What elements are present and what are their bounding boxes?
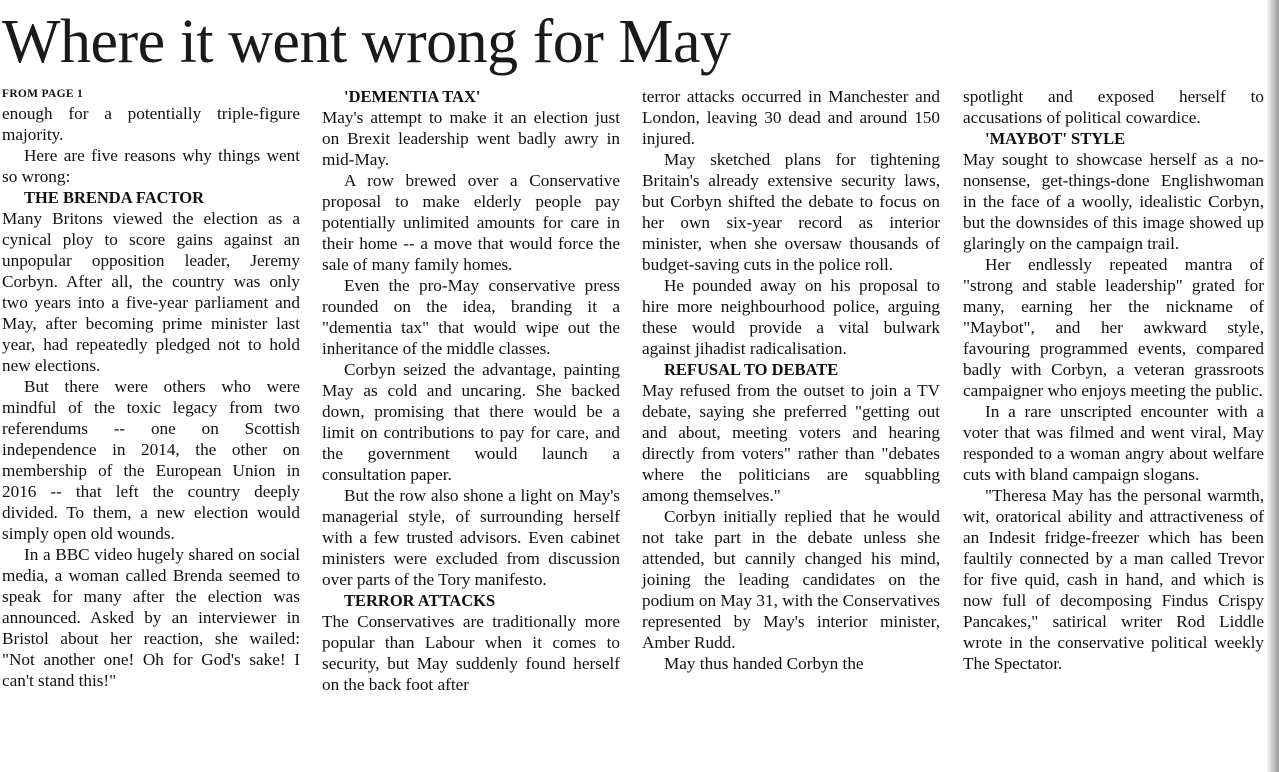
article-column-2 <box>322 86 620 695</box>
paragraph-continued: enough for a potentially triple-figure majority. <box>2 104 300 144</box>
paragraph: Even the pro-May conservative press rounded on the idea, branding it a "dementia tax" that would wipe out the inheritance of the middle classes. <box>322 276 620 358</box>
paragraph: He pounded away on his proposal to hire more neighbourhood police, arguing these would provide a vital bulwark against jihadist radicalisation. <box>642 276 940 358</box>
paragraph: May sketched plans for tightening Britain's already extensive security laws, but Corbyn shifted the debate to focus on her own six-year record as interior minister, when she oversaw thousands of budget-saving cuts in the police roll. <box>642 150 940 274</box>
paragraph: May thus handed Corbyn the <box>664 654 864 673</box>
paragraph: May refused from the outset to join a TV debate, saying she preferred "getting out and about, meeting voters and hearing directly from voters" rather than "debates where the politicians are squabbling among themselves." <box>642 381 940 505</box>
article-column-1 <box>2 86 300 691</box>
paragraph: But there were others who were mindful of the toxic legacy from two referendums -- one on Scottish independence in 2014, the other on membership of the European Union in 2016 -- that left the country deeply divided. To them, a new election would simply open old wounds. <box>2 377 300 543</box>
paragraph: In a BBC video hugely shared on social media, a woman called Brenda seemed to speak for many after the election was announced. Asked by an interviewer in Bristol about her reaction, she wailed: "Not another one! Oh for God's sake! I can't stand this!" <box>2 545 300 690</box>
paragraph: "Theresa May has the personal warmth, wit, oratorical ability and attractiveness of an Indesit fridge-freezer which has been faultily connected by a man called Trevor for five quid, cash in hand, and which is now full of decomposing Findus Crispy Pancakes," satirical writer Rod Liddle wrote in the conservative political weekly The Spectator. <box>963 486 1264 673</box>
paragraph: May sought to showcase herself as a no-nonsense, get-things-done Englishwoman in the face of a woolly, idealistic Corbyn, but the downsides of this image showed up glaringly on the campaign trail. <box>963 150 1264 253</box>
article-column-4 <box>963 86 1264 674</box>
paragraph: Many Britons viewed the election as a cynical ploy to score gains against an unpopular opposition leader, Jeremy Corbyn. After all, the country was only two years into a five-year parliament and May, after becoming prime minister last year, had repeatedly pledged not to hold new elections. <box>2 209 300 375</box>
paragraph: Corbyn seized the advantage, painting May as cold and uncaring. She backed down, promising that there would be a limit on contributions to pay for care, and the government would launch a consultation paper. <box>322 360 620 484</box>
continued-from-page-label: FROM PAGE 1 <box>2 88 84 100</box>
paragraph: The Conservatives are traditionally more popular than Labour when it comes to security, but May suddenly found herself on the back foot after <box>322 612 620 694</box>
paragraph: Her endlessly repeated mantra of "strong and stable leadership" grated for many, earning her the nickname of "Maybot", and her awkward style, favouring programmed events, compared badly with Corbyn, a veteran grassroots campaigner who enjoys meeting the public. <box>963 255 1264 400</box>
section-subhead: 'MAYBOT' STYLE <box>985 129 1126 148</box>
paragraph: In a rare unscripted encounter with a voter that was filmed and went viral, May responded to a woman angry about welfare cuts with bland campaign slogans. <box>963 402 1264 484</box>
section-subhead: 'DEMENTIA TAX' <box>344 87 481 106</box>
section-subhead: TERROR ATTACKS <box>344 591 496 610</box>
headline: Where it went wrong for May <box>2 8 731 76</box>
paragraph-continued: terror attacks occurred in Manchester and London, leaving 30 dead and around 150 injured. <box>642 87 940 148</box>
paragraph: But the row also shone a light on May's managerial style, of surrounding herself with a few trusted advisors. Even cabinet ministers were excluded from discussion over parts of the Tory manifesto. <box>322 486 620 589</box>
paragraph: May's attempt to make it an election just on Brexit leadership went badly awry in mid-May. <box>322 108 620 169</box>
article-column-3 <box>642 86 940 674</box>
page-edge-shadow <box>1267 0 1279 772</box>
paragraph: Here are five reasons why things went so wrong: <box>2 146 300 186</box>
paragraph: A row brewed over a Conservative proposal to make elderly people pay potentially unlimited amounts for care in their home -- a move that would force the sale of many family homes. <box>322 171 620 274</box>
paragraph-continued: spotlight and exposed herself to accusations of political cowardice. <box>963 87 1264 127</box>
paragraph: Corbyn initially replied that he would not take part in the debate unless she attended, but cannily changed his mind, joining the leading candidates on the podium on May 31, with the Conservatives represented by May's interior minister, Amber Rudd. <box>642 507 940 652</box>
section-subhead: THE BRENDA FACTOR <box>24 188 205 207</box>
section-subhead: REFUSAL TO DEBATE <box>664 360 839 379</box>
